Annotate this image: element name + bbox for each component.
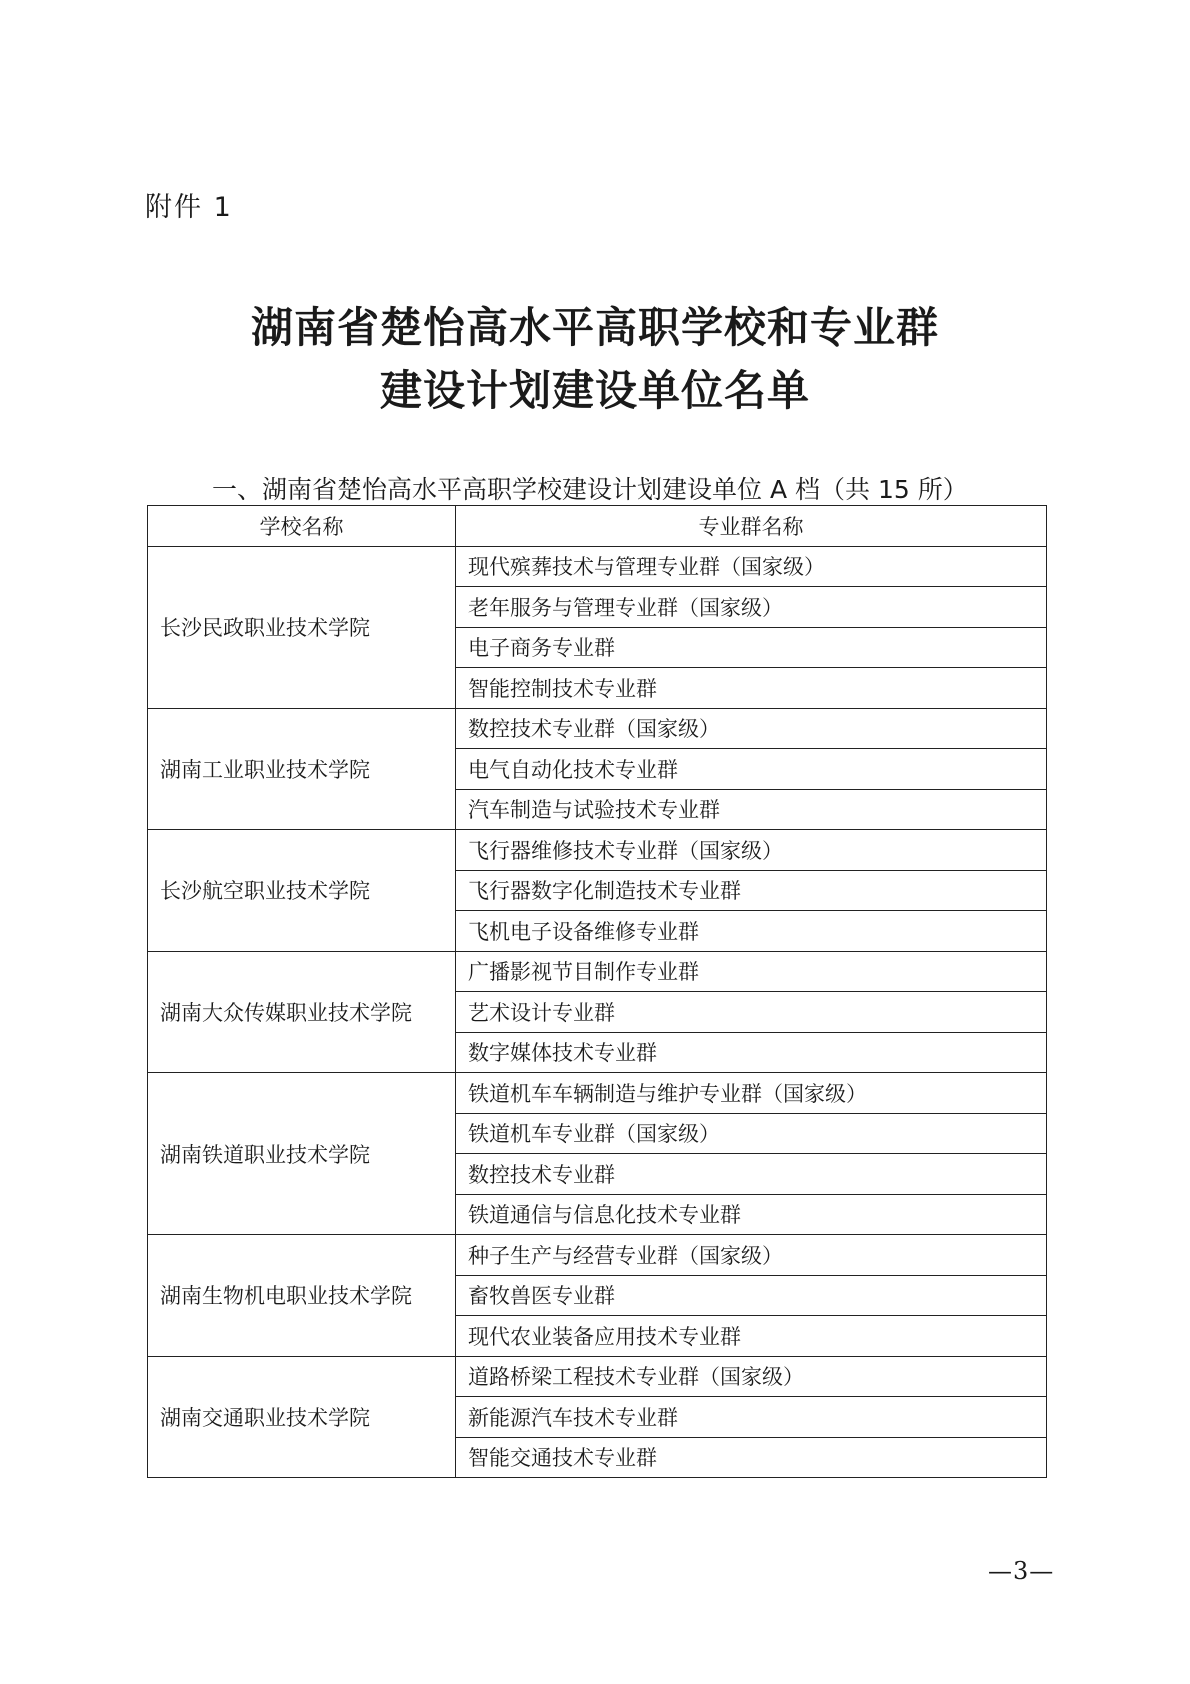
- page-number: —3—: [988, 1557, 1055, 1585]
- group-name-cell: 老年服务与管理专业群（国家级）: [456, 587, 1047, 628]
- group-name-cell: 铁道通信与信息化技术专业群: [456, 1194, 1047, 1235]
- header-school-name: 学校名称: [148, 506, 456, 547]
- group-name-cell: 现代殡葬技术与管理专业群（国家级）: [456, 546, 1047, 587]
- table-body: [148, 546, 1047, 1478]
- school-name-cell: 湖南大众传媒职业技术学院: [148, 951, 456, 1073]
- table-row: [148, 1235, 1047, 1276]
- group-name-cell: 飞行器维修技术专业群（国家级）: [456, 830, 1047, 871]
- group-name-cell: 智能交通技术专业群: [456, 1437, 1047, 1478]
- table-row: [148, 951, 1047, 992]
- group-name-cell: 数字媒体技术专业群: [456, 1032, 1047, 1073]
- group-name-cell: 铁道机车专业群（国家级）: [456, 1113, 1047, 1154]
- school-name-cell: 湖南铁道职业技术学院: [148, 1073, 456, 1235]
- units-table: [147, 505, 1047, 1478]
- group-name-cell: 现代农业装备应用技术专业群: [456, 1316, 1047, 1357]
- group-name-cell: 电子商务专业群: [456, 627, 1047, 668]
- school-name-cell: 长沙航空职业技术学院: [148, 830, 456, 952]
- group-name-cell: 飞行器数字化制造技术专业群: [456, 870, 1047, 911]
- attachment-label: 附件 1: [145, 192, 233, 223]
- group-name-cell: 数控技术专业群: [456, 1154, 1047, 1195]
- group-name-cell: 种子生产与经营专业群（国家级）: [456, 1235, 1047, 1276]
- group-name-cell: 铁道机车车辆制造与维护专业群（国家级）: [456, 1073, 1047, 1114]
- table-row: [148, 546, 1047, 587]
- school-name-cell: 湖南生物机电职业技术学院: [148, 1235, 456, 1357]
- school-name-cell: 长沙民政职业技术学院: [148, 546, 456, 708]
- group-name-cell: 飞机电子设备维修专业群: [456, 911, 1047, 952]
- document-title-line-1: 湖南省楚怡高水平高职学校和专业群: [250, 303, 939, 352]
- group-name-cell: 新能源汽车技术专业群: [456, 1397, 1047, 1438]
- table-header-row: [148, 506, 1047, 547]
- table-row: [148, 708, 1047, 749]
- table-row: [148, 1356, 1047, 1397]
- school-name-cell: 湖南交通职业技术学院: [148, 1356, 456, 1478]
- group-name-cell: 道路桥梁工程技术专业群（国家级）: [456, 1356, 1047, 1397]
- group-name-cell: 艺术设计专业群: [456, 992, 1047, 1033]
- group-name-cell: 畜牧兽医专业群: [456, 1275, 1047, 1316]
- table-row: [148, 1073, 1047, 1114]
- group-name-cell: 电气自动化技术专业群: [456, 749, 1047, 790]
- group-name-cell: 数控技术专业群（国家级）: [456, 708, 1047, 749]
- table-row: [148, 830, 1047, 871]
- section-heading: 一、湖南省楚怡高水平高职学校建设计划建设单位 A 档（共 15 所）: [212, 475, 968, 504]
- group-name-cell: 汽车制造与试验技术专业群: [456, 789, 1047, 830]
- document-title-line-2: 建设计划建设单位名单: [379, 366, 810, 415]
- group-name-cell: 智能控制技术专业群: [456, 668, 1047, 709]
- school-name-cell: 湖南工业职业技术学院: [148, 708, 456, 830]
- header-group-name: 专业群名称: [456, 506, 1047, 547]
- group-name-cell: 广播影视节目制作专业群: [456, 951, 1047, 992]
